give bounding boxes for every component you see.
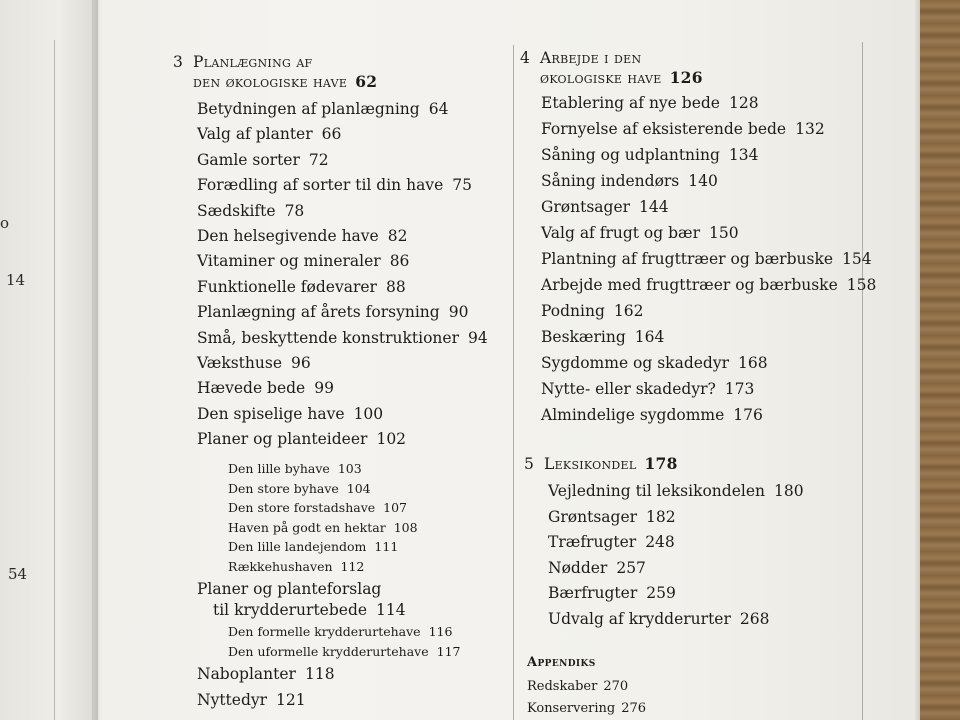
toc-entry[interactable] xyxy=(197,429,406,449)
chapter-title-line2 xyxy=(193,72,377,92)
entry-label: Den formelle krydderurtehave xyxy=(228,624,421,639)
entry-label: Sygdomme og skadedyr xyxy=(541,354,729,372)
entry-label: Grøntsager xyxy=(548,507,638,526)
toc-entry[interactable] xyxy=(228,559,364,575)
entry-page: 86 xyxy=(389,252,410,271)
chapter-number: 4 xyxy=(520,49,530,67)
entry-page: 88 xyxy=(385,277,406,296)
entry-page: 162 xyxy=(613,302,644,320)
toc-entry[interactable] xyxy=(197,150,329,170)
entry-label: Den helsegivende have xyxy=(197,227,379,245)
entry-label: Nytte- eller skadedyr? xyxy=(541,380,716,398)
entry-page: 72 xyxy=(308,150,329,169)
entry-label: Valg af planter xyxy=(197,125,313,144)
left-page-number: 54 xyxy=(8,565,28,583)
entry-label: Sædskifte xyxy=(197,201,276,220)
entry-page: 121 xyxy=(276,691,306,709)
toc-entry[interactable] xyxy=(197,175,472,195)
toc-entry[interactable] xyxy=(228,461,362,477)
toc-entry[interactable] xyxy=(548,532,675,552)
toc-entry[interactable] xyxy=(197,378,334,398)
toc-entry[interactable] xyxy=(541,353,768,373)
entry-label: Almindelige sygdomme xyxy=(541,406,725,424)
entry-page: 164 xyxy=(634,328,665,346)
entry-page: 96 xyxy=(291,354,311,372)
toc-entry[interactable] xyxy=(197,690,306,710)
toc-entry[interactable] xyxy=(541,249,872,269)
entry-label: Den uformelle krydderurtehave xyxy=(228,643,429,659)
column-divider xyxy=(513,45,514,720)
entry-page: 78 xyxy=(284,201,305,220)
toc-entry[interactable] xyxy=(541,171,718,191)
chapter-page: 62 xyxy=(355,72,378,91)
entry-page: 176 xyxy=(733,406,763,424)
entry-page: 107 xyxy=(383,500,408,516)
toc-entry[interactable] xyxy=(197,579,381,599)
left-page-number: o xyxy=(0,214,10,232)
toc-entry[interactable] xyxy=(548,609,769,629)
entry-page: 270 xyxy=(603,679,629,694)
entry-label: Den store byhave xyxy=(228,480,339,496)
entry-label: Træfrugter xyxy=(548,533,637,552)
entry-label: Den lille landejendom xyxy=(228,539,367,555)
chapter-page: 126 xyxy=(669,68,703,87)
toc-entry[interactable] xyxy=(228,481,371,497)
page-right-rule xyxy=(862,42,863,720)
wooden-table xyxy=(920,0,960,720)
entry-label: Udvalg af krydderurter xyxy=(548,610,731,628)
entry-page: 75 xyxy=(452,176,472,195)
toc-entry[interactable] xyxy=(197,302,468,322)
toc-entry[interactable] xyxy=(548,507,676,527)
entry-page: 128 xyxy=(728,94,759,112)
entry-page: 114 xyxy=(376,601,406,619)
entry-page: 64 xyxy=(428,100,449,118)
chapter-4-heading xyxy=(520,48,850,90)
entry-label: Nødder xyxy=(548,558,608,577)
entry-page: 158 xyxy=(846,276,877,294)
entry-label: Planlægning af årets forsyning xyxy=(197,303,440,322)
left-page xyxy=(0,0,98,720)
entry-label: Gamle sorter xyxy=(197,150,300,169)
entry-label: Arbejde med frugttræer og bærbuske xyxy=(541,276,838,294)
entry-page: 66 xyxy=(321,125,342,144)
entry-label: Nyttedyr xyxy=(197,691,268,709)
entry-page: 140 xyxy=(688,172,718,190)
toc-entry[interactable] xyxy=(548,558,646,578)
toc-entry[interactable] xyxy=(541,301,644,321)
entry-label: Haven på godt en hektar xyxy=(228,519,386,535)
entry-label: Podning xyxy=(541,302,605,320)
entry-label: Funktionelle fødevarer xyxy=(197,277,377,296)
entry-page: 168 xyxy=(738,354,768,372)
toc-entry[interactable] xyxy=(197,99,448,119)
chapter-title-text: Leksikondel xyxy=(544,455,637,473)
entry-page: 102 xyxy=(376,430,407,449)
entry-label: Redskaber xyxy=(527,679,598,694)
entry-label: Plantning af frugttræer og bærbuske xyxy=(541,250,834,268)
entry-page: 182 xyxy=(646,507,676,526)
entry-page: 104 xyxy=(346,480,371,496)
entry-page: 154 xyxy=(842,250,872,268)
chapter-page: 178 xyxy=(644,454,678,473)
entry-label: Vejledning til leksikondelen xyxy=(548,482,765,500)
entry-label: til krydderurtebede xyxy=(213,601,368,619)
entry-page: 144 xyxy=(639,198,669,216)
entry-page: 82 xyxy=(387,227,408,245)
entry-page: 103 xyxy=(337,461,362,476)
entry-page: 99 xyxy=(314,379,334,398)
entry-page: 268 xyxy=(739,610,770,628)
toc-entry[interactable] xyxy=(197,353,311,373)
entry-page: 150 xyxy=(709,224,739,242)
entry-label: Beskæring xyxy=(541,328,626,346)
entry-page: 100 xyxy=(353,404,384,423)
entry-label: Rækkehushaven xyxy=(228,559,333,574)
entry-label: Den store forstadshave xyxy=(228,500,376,516)
entry-page: 259 xyxy=(646,584,676,603)
toc-entry[interactable] xyxy=(541,223,739,243)
chapter-title-line2 xyxy=(540,68,703,88)
toc-entry[interactable] xyxy=(548,583,676,603)
entry-label: Etablering af nye bede xyxy=(541,94,720,112)
entry-label: Såning og udplantning xyxy=(541,146,720,164)
entry-page: 248 xyxy=(645,533,675,552)
entry-label: Hævede bede xyxy=(197,379,306,398)
toc-entry[interactable] xyxy=(228,500,407,516)
toc-entry[interactable] xyxy=(197,404,383,424)
entry-label: Vitaminer og mineraler xyxy=(197,252,381,271)
entry-label: Naboplanter xyxy=(197,665,296,683)
toc-entry[interactable] xyxy=(228,644,461,660)
book-gutter-shadow xyxy=(92,0,102,720)
entry-label: Væksthuse xyxy=(197,354,283,372)
entry-page: 117 xyxy=(436,643,461,659)
toc-entry[interactable] xyxy=(541,93,759,113)
chapter-title-line1: Arbejde i den xyxy=(540,49,642,67)
toc-entry[interactable] xyxy=(228,539,398,555)
toc-entry[interactable] xyxy=(228,520,418,536)
entry-label: Fornyelse af eksisterende bede xyxy=(541,120,787,138)
left-page-number: 14 xyxy=(6,271,26,289)
toc-entry[interactable] xyxy=(197,124,341,144)
toc-entry[interactable] xyxy=(541,119,825,139)
toc-entry[interactable] xyxy=(548,481,804,501)
chapter-5-heading xyxy=(524,454,854,476)
entry-label: Valg af frugt og bær xyxy=(541,224,701,242)
entry-label: Grøntsager xyxy=(541,198,631,216)
toc-entry[interactable] xyxy=(197,664,335,684)
entry-page: 134 xyxy=(728,146,759,164)
chapter-3-heading xyxy=(173,52,503,94)
chapter-number: 5 xyxy=(524,455,534,473)
left-page-rule xyxy=(54,40,55,720)
entry-page: 173 xyxy=(724,380,755,398)
chapter-title-line1 xyxy=(544,454,678,474)
chapter-number: 3 xyxy=(173,53,183,71)
entry-page: 276 xyxy=(621,701,647,716)
entry-label: Planer og planteideer xyxy=(197,430,368,449)
entry-label: Bærfrugter xyxy=(548,584,638,603)
entry-page: 116 xyxy=(428,624,453,639)
toc-entry[interactable] xyxy=(197,328,488,348)
toc-entry[interactable] xyxy=(213,600,406,620)
entry-label: Forædling af sorter til din have xyxy=(197,176,444,195)
toc-entry[interactable] xyxy=(197,277,406,297)
chapter-title-text: den økologiske have xyxy=(193,73,348,91)
toc-entry[interactable] xyxy=(197,201,304,221)
toc-entry[interactable] xyxy=(541,145,759,165)
chapter-title-line1: Planlægning af xyxy=(193,53,313,71)
entry-label: Såning indendørs xyxy=(541,172,680,190)
toc-entry[interactable] xyxy=(197,251,409,271)
entry-page: 90 xyxy=(448,303,469,322)
toc-entry[interactable] xyxy=(541,275,876,295)
entry-label: Små, beskyttende konstruktioner xyxy=(197,328,460,347)
entry-label: Den spiselige have xyxy=(197,404,345,423)
appendix-heading: Appendiks xyxy=(527,655,596,670)
toc-entry[interactable] xyxy=(197,226,407,246)
entry-page: 112 xyxy=(340,559,365,574)
toc-entry[interactable] xyxy=(527,678,628,695)
toc-entry[interactable] xyxy=(541,405,763,425)
toc-entry[interactable] xyxy=(527,700,646,717)
chapter-title-text: økologiske have xyxy=(540,69,662,87)
entry-label: Planer og planteforslag xyxy=(197,580,382,598)
toc-entry[interactable] xyxy=(228,624,452,640)
entry-page: 111 xyxy=(374,539,399,555)
entry-label: Konservering xyxy=(527,701,616,716)
toc-entry[interactable] xyxy=(541,197,669,217)
entry-page: 180 xyxy=(774,482,804,500)
entry-page: 257 xyxy=(616,558,646,577)
entry-label: Betydningen af planlægning xyxy=(197,100,420,118)
entry-page: 108 xyxy=(393,519,418,535)
entry-page: 132 xyxy=(795,120,825,138)
entry-label: Den lille byhave xyxy=(228,461,330,476)
toc-entry[interactable] xyxy=(541,379,754,399)
entry-page: 94 xyxy=(468,328,488,347)
entry-page: 118 xyxy=(304,665,335,683)
toc-entry[interactable] xyxy=(541,327,664,347)
